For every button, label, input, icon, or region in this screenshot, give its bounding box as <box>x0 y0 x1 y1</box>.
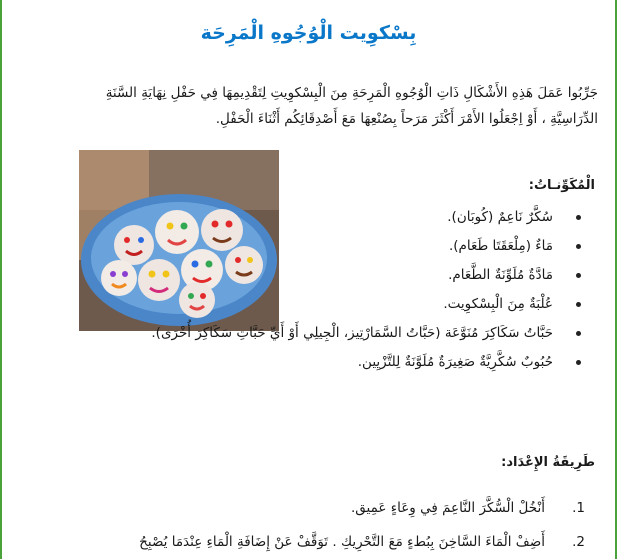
ingredient-item: مَادَّةٌ مُلَوِّنَةٌ الطَّعَام. <box>22 261 567 290</box>
intro-paragraph <box>19 80 598 132</box>
page-title: بِسْكوِيت الْوُجُوهِ الْمَرِحَة <box>200 22 417 44</box>
ingredients-list <box>22 203 585 377</box>
step-item <box>22 491 585 525</box>
ingredient-item: حَبَّاتُ سَكَاكِرَ مُنَوَّعَة (حَبَّاتُ السَّمَارْتِيز، الْجِيلِي أَوْ أَيِّ حَبَّاتِ سَكَاكِرَ أُخْرَى). <box>22 319 567 348</box>
intro-line: جَرِّبُوا عَمَلَ هَذِهِ الأَشْكَالِ ذَاتِ الْوُجُوهِ الْمَرِحَةِ مِنَ الْبِسْكوِيتِ لِتَقْدِيمِهَا فِي حَفْلِ نِهَايَةِ السَّنَةِ <box>105 85 598 101</box>
steps-list <box>22 491 585 559</box>
step-number: 2. <box>572 534 585 550</box>
ingredients-heading: الْمُكَوِّنـاتُ: <box>528 178 595 193</box>
step-number: 1. <box>572 500 585 516</box>
step-text: أَضِفْ الْمَاءَ السَّاخِنَ بِبُطءٍ مَعَ التَّحْرِيكِ . تَوَقَّفْ عَنْ إِضَافَةِ الْمَاءِ عِنْدَمَا يُصْبِحُ <box>139 534 545 550</box>
method-heading: طَرِيقَةُ الإِعْدَاد: <box>501 455 595 470</box>
intro-line: الدِّرَاسِيَّةِ ، أَوْ اِجْعَلُوا الأَمْرَ أَكْثَرَ مَرَحاً بِصُنْعِهَا مَعَ أَصْدِقَائِكُم أَثْنَاءَ الْحَفْلِ. <box>215 111 598 127</box>
ingredient-item: حُبُوبٌ سُكَّرِيَّةٌ صَغِيرَةٌ مُلَوَّنَةٌ لِلتَّزْيِين. <box>22 348 567 377</box>
ingredient-item: عُلْبَةٌ مِنَ الْبِسْكوِيت. <box>22 290 567 319</box>
ingredient-item: سُكَّرٌ نَاعِمٌ (كُوبَان). <box>22 203 567 232</box>
step-item <box>22 525 585 559</box>
step-text: أَنْخُلْ الْسُّكَّرَ النَّاعِمَ فِي وِعَاءٍ عَمِيق. <box>350 500 545 516</box>
ingredient-item: مَاءٌ (مِلْعَقَتَا طَعَام). <box>22 232 567 261</box>
